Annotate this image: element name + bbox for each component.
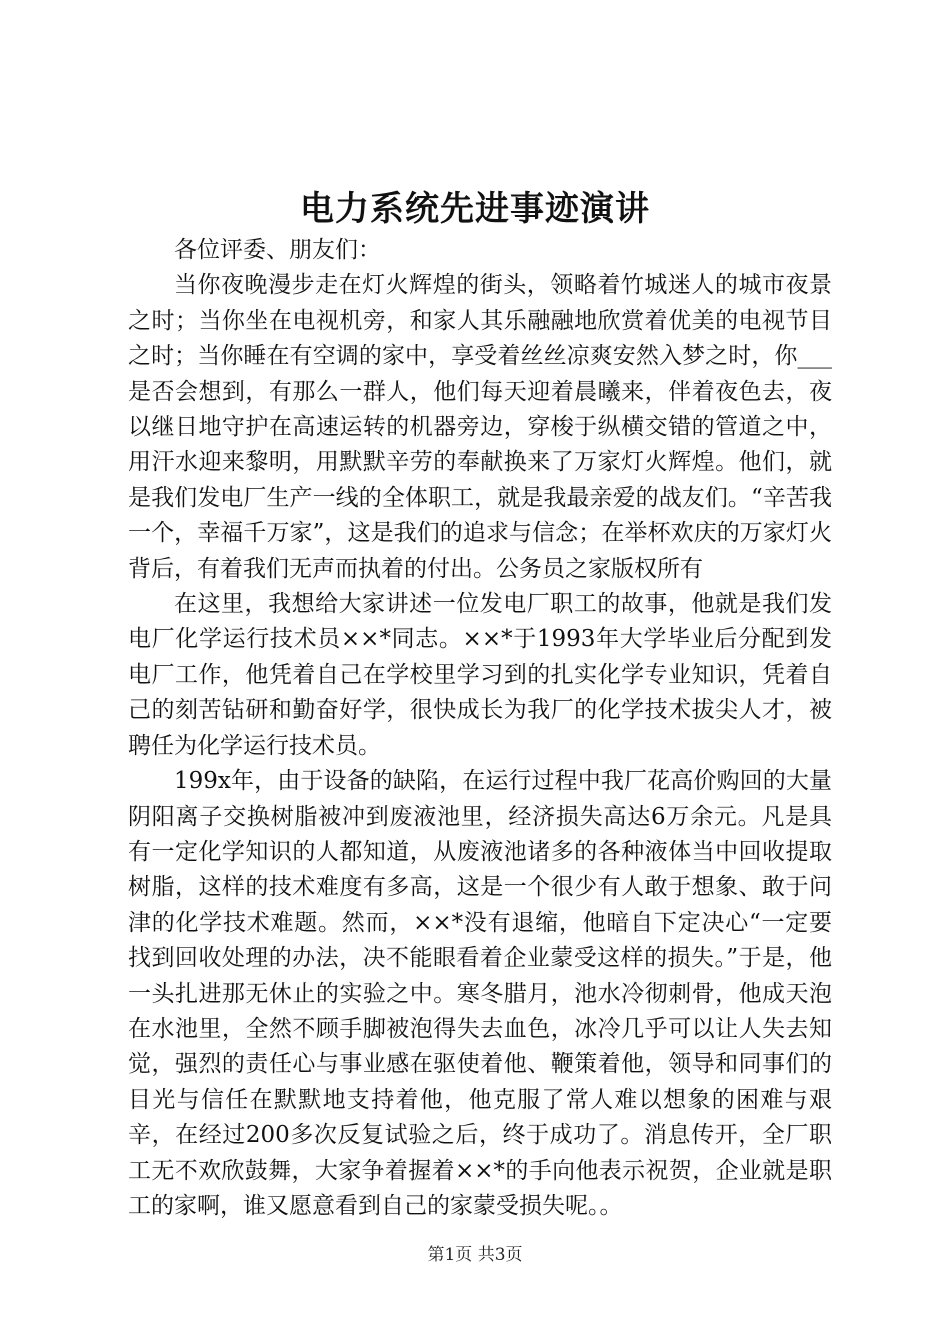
body-paragraph: 在这里，我想给大家讲述一位发电厂职工的故事，他就是我们发电厂化学运行技术员××*同志。××*于1993年大学毕业后分配到发电厂工作，他凭着自己在学校里学习到的扎实化学专业知识，凭着自己的刻苦钻研和勤奋好学，很快成长为我厂的化学技术拔尖人才，被聘任为化学运行技术员。	[128, 591, 832, 759]
document-body	[128, 233, 832, 1224]
page-footer: 第1页 共3页	[427, 1245, 523, 1265]
body-paragraph: 199x年，由于设备的缺陷，在运行过程中我厂花高价购回的大量阴阳离子交换树脂被冲到废液池里，经济损失高达6万余元。凡是具有一定化学知识的人都知道，从废液池诸多的各种液体当中回收提取树脂，这样的技术难度有多高，这是一个很少有人敢于想象、敢于问津的化学技术难题。然而，××*没有退缩，他暗自下定决心“一定要找到回收处理的办法，决不能眼看着企业蒙受这样的损失。”于是，他一头扎进那无休止的实验之中。寒冬腊月，池水冷彻刺骨，他成天泡在水池里，全然不顾手脚被泡得失去血色，冰冷几乎可以让人失去知觉，强烈的责任心与事业感在驱使着他、鞭策着他，领导和同事们的目光与信任在默默地支持着他，他克服了常人难以想象的困难与艰辛，在经过200多次反复试验之后，终于成功了。消息传开，全厂职工无不欢欣鼓舞，大家争着握着××*的手向他表示祝贺，企业就是职工的家啊，谁又愿意看到自己的家蒙受损失呢。。	[128, 768, 832, 1219]
greeting-paragraph: 各位评委、朋友们：	[174, 237, 381, 263]
body-paragraph: 当你夜晚漫步走在灯火辉煌的街头，领略着竹城迷人的城市夜景之时；当你坐在电视机旁，和家人其乐融融地欣赏着优美的电视节目之时；当你睡在有空调的家中，享受着丝丝凉爽安然入梦之时，你___是否会想到，有那么一群人，他们每天迎着晨曦来，伴着夜色去，夜以继日地守护在高速运转的机器旁边，穿梭于纵横交错的管道之中，用汗水迎来黎明，用默默辛劳的奉献换来了万家灯火辉煌。他们，就是我们发电厂生产一线的全体职工，就是我最亲爱的战友们。“辛苦我一个，幸福千万家”，这是我们的追求与信念；在举杯欢庆的万家灯火背后，有着我们无声而执着的付出。公务员之家版权所有	[128, 272, 832, 582]
page-title: 电力系统先进事迹演讲	[300, 189, 650, 229]
